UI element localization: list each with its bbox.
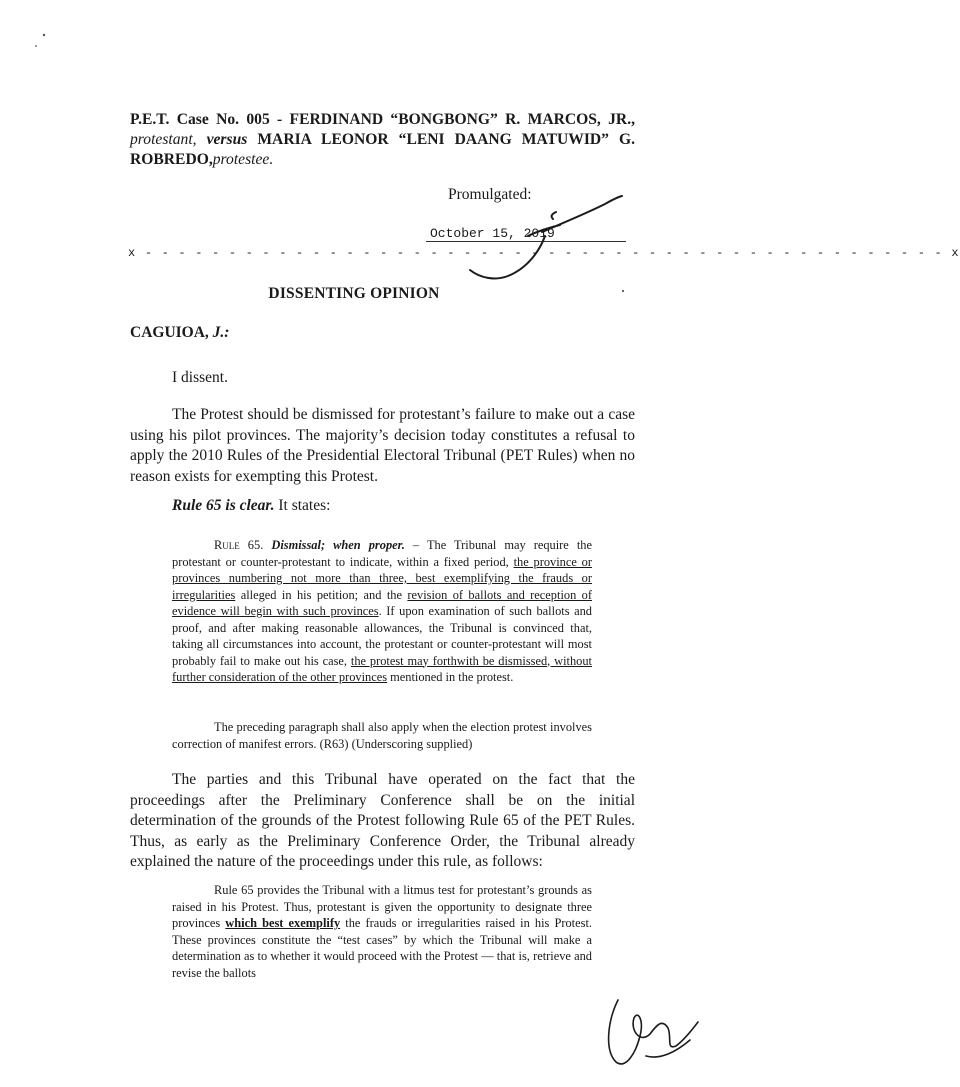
quote-text: mentioned in the protest. <box>387 670 514 684</box>
promulgation-signature <box>470 196 622 278</box>
quote-text: . If upon examination of such ballots and proof, and after making reasonable allowances, the Tribunal is convinced that, taking all circumstances into account, the protestant or counter-protestant will most probably fail to make out his case, <box>172 604 592 668</box>
case-number: P.E.T. Case No. 005 - FERDINAND “BONGBONG” R. MARCOS, JR., <box>130 111 635 128</box>
divider-left: x <box>128 246 137 260</box>
quote-text: alleged in his petition; and the <box>235 587 408 602</box>
paragraph-protest: The Protest should be dismissed for protestant’s failure to make out a case using his pilot provinces. The majority’s decision today constitutes a refusal to apply the 2010 Rules of the Presidential Electoral Tribunal (PET Rules) when no reason exists for exempting this Protest. <box>130 406 635 485</box>
quote-underlined: the province or provinces numbering not more than three, best exemplifying the frauds or irregularities <box>172 554 592 602</box>
paper-speck <box>35 45 37 47</box>
paper-speck <box>622 290 624 292</box>
promulgation-date: October 15, 2019 <box>430 226 555 241</box>
paper-speck <box>43 34 45 36</box>
rule-title: Dismissal; when proper. <box>271 538 405 552</box>
protestant-label: protestant, <box>130 131 197 148</box>
rule-number: Rule 65. <box>214 538 264 552</box>
quote-text: – The Tribunal may require the protestant or counter-protestant to indicate, within a fixed period, <box>172 538 592 569</box>
quote-emphasis: which best exemplify <box>225 916 341 930</box>
protestee-label: protestee. <box>212 151 274 168</box>
protestee-name-2: ROBREDO, <box>130 151 213 168</box>
versus-label: versus <box>206 131 248 148</box>
promulgated-label: Promulgated: <box>448 186 532 203</box>
quote-rule-65-para-2: The preceding paragraph shall also apply when the election protest involves correction of manifest errors. (R63) (Underscoring supplied) <box>172 720 592 751</box>
rule-lead-bold: Rule 65 is clear. <box>172 497 275 514</box>
author-name: CAGUIOA, <box>130 324 209 341</box>
quote-underlined: revision of ballots and reception of evidence will begin with such provinces <box>172 587 593 618</box>
paragraph-dissent: I dissent. <box>172 369 228 386</box>
quote-text: Rule 65 provides the Tribunal with a litmus test for protestant’s grounds as raised in his Protest. Thus, protestant is given the opportunity to designate three provinces <box>172 883 592 930</box>
divider-right: x <box>951 246 960 260</box>
rule-lead-rest: It states: <box>274 497 331 514</box>
quote-underlined: the protest may forthwith be dismissed, without further consideration of the other provinces <box>172 653 592 684</box>
opinion-heading: DISSENTING OPINION <box>268 285 440 302</box>
margin-signature <box>609 1000 698 1064</box>
quote-text: the frauds or irregularities raised in his Protest. These provinces constitute the “test cases” by which the Tribunal will make a determination as to whether it would proceed with the Protest — that is, retrieve and revise the ballots <box>172 916 592 980</box>
paragraph-parties: The parties and this Tribunal have operated on the fact that the proceedings after the Preliminary Conference shall be on the initial determination of the grounds of the Protest following Rule 65 of the PET Rules. Thus, as early as the Preliminary Conference Order, the Tribunal already explained the nature of the proceedings under this rule, as follows: <box>130 771 635 870</box>
divider-dashes: - - - - - - - - - - - - - - - - - - - - - - - - - - - - - - - - - - - - - - - - - - - - - - - - <box>144 246 943 260</box>
author-title: J.: <box>212 324 230 341</box>
protestee-name-1: MARIA LEONOR “LENI DAANG MATUWID” G. <box>257 131 635 148</box>
